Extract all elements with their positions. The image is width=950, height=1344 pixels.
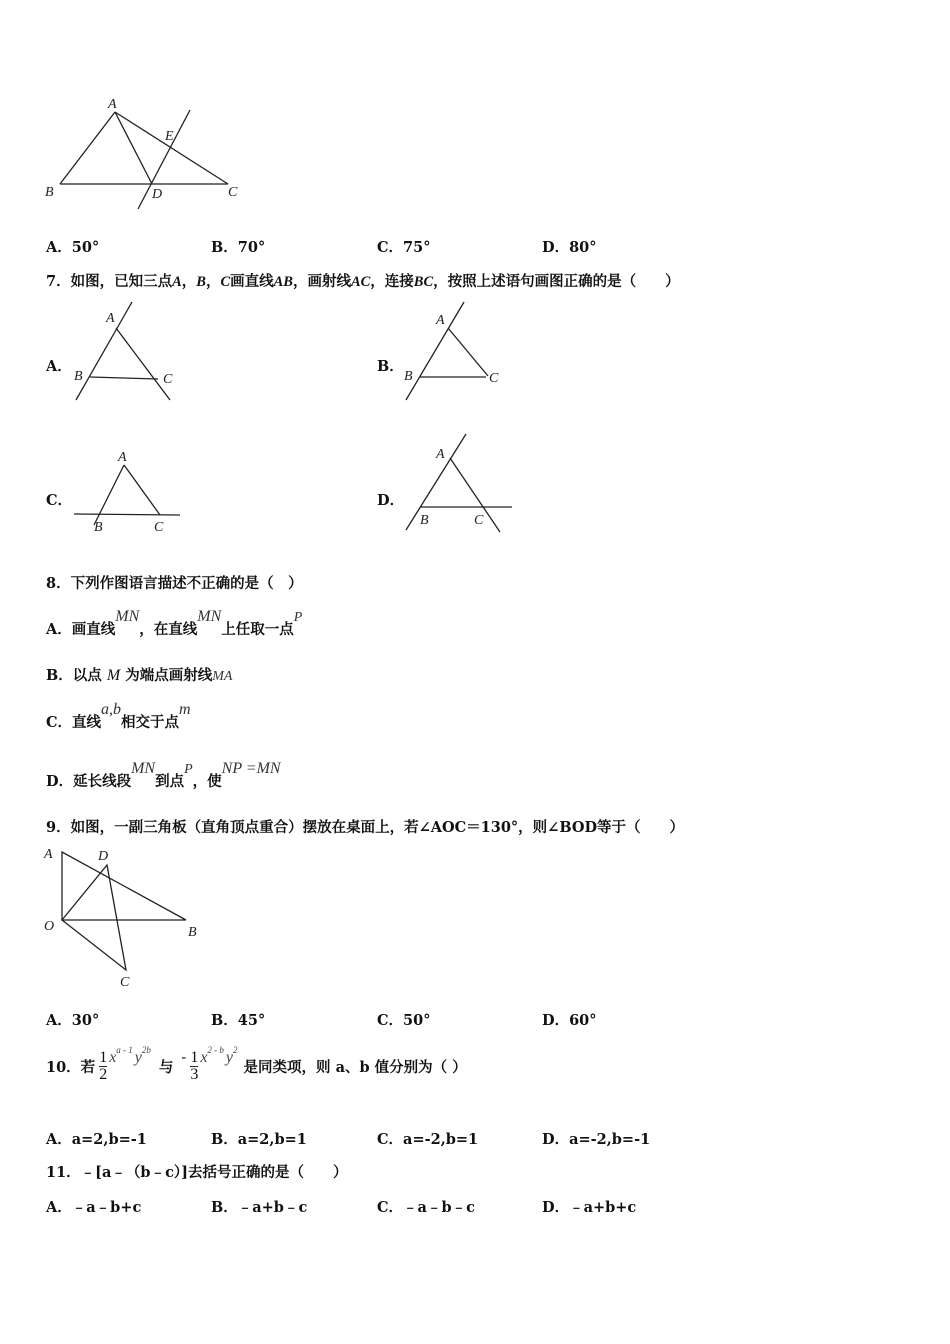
option-letter: A． [46,1199,72,1216]
option-text: ﹣a+b+c [569,1199,637,1216]
option-letter: C． [377,239,404,256]
option-text: a=-2,b=-1 [569,1131,651,1148]
option-letter: C． [46,714,73,731]
math-ab: a,b [101,701,122,718]
q7a-ray-ac [116,328,170,400]
fraction-numerator: 1 [99,1048,108,1066]
option-letter: D． [542,1199,570,1216]
q7a-line-ab [76,302,132,400]
q11-option-a[interactable] [46,1196,141,1217]
fraction-numerator: 1 [190,1048,199,1066]
q9-option-c[interactable] [377,1009,430,1030]
q9-label-a: A [44,847,53,862]
math-mn: MN [197,608,222,625]
q7b-label-c: C [489,371,499,386]
q7-figure-d [400,432,520,534]
q9-option-a[interactable] [46,1009,99,1030]
option-letter: C． [377,1199,404,1216]
q6-option-a[interactable] [46,236,99,257]
option-letter: B． [211,1012,238,1029]
option-letter: D． [46,773,74,790]
q7a-label-a: A [106,311,115,326]
option-text: 70° [237,239,266,256]
q7c-ray-ac [124,465,160,515]
segment-bc: BC [413,274,434,290]
math-mn: MN [115,608,140,625]
option-letter: D． [377,492,405,509]
q11-option-c[interactable] [377,1196,475,1217]
point-c: C [220,274,231,290]
option-text: a=2,b=1 [237,1131,307,1148]
q9-option-d[interactable] [542,1009,597,1030]
q11-option-b[interactable] [211,1196,307,1217]
q7-option-c[interactable] [46,489,72,510]
option-letter: D． [542,239,570,256]
q7d-label-b: B [420,513,429,528]
q6-figure [40,92,250,217]
exp-2-minus-b: 2 - b [207,1045,224,1055]
q6-option-b[interactable] [211,236,265,257]
option-letter: D． [542,1012,570,1029]
q7c-label-c: C [154,520,164,535]
q6-label-b: B [45,185,54,200]
option-letter: B． [377,358,404,375]
q9-label-c: C [120,975,130,990]
option-letter: A． [46,358,72,375]
option-text: ﹣a﹣b+c [71,1199,142,1216]
q7c-label-b: B [94,520,103,535]
q7c-segment-ab [94,465,124,525]
exp-a-minus-1: a - 1 [116,1045,133,1055]
option-text: 直线 [72,714,102,731]
q6-label-e: E [165,129,174,144]
q7-text: ， [205,273,221,290]
option-text: a=2,b=-1 [71,1131,147,1148]
exp-2: 2 [233,1045,238,1055]
q7-question [46,270,680,291]
q9-label-d: D [98,849,109,864]
q7-figure-c [70,445,185,535]
q6-label-a: A [108,97,117,112]
point-a: A [172,274,182,290]
math-p: P [293,610,303,625]
q7a-label-c: C [163,372,173,387]
option-letter: A． [46,621,72,638]
math-mn: MN [131,760,156,777]
option-letter: C． [377,1131,404,1148]
q10-option-d[interactable] [542,1128,650,1149]
option-text: 以点 [72,667,102,684]
fraction-one-third [190,1050,198,1083]
q9-triangle-doc [62,865,126,970]
option-text: ﹣a+b﹣c [237,1199,308,1216]
minus-sign: - [181,1050,187,1066]
option-text: 45° [237,1012,266,1029]
q7-text: ， [181,273,197,290]
q7a-segment-bc [90,377,158,379]
option-letter: B． [211,1199,238,1216]
option-text: a=-2,b=1 [403,1131,479,1148]
option-text: 相交于点 [121,714,180,731]
option-text: ﹣a﹣b﹣c [403,1199,475,1216]
option-letter: B． [211,239,238,256]
q6-label-c: C [228,185,238,200]
q7-text: 画直线 [230,273,274,290]
option-text: 上任取一点 [221,621,294,638]
q7-figure-a [68,300,183,405]
math-m: m [179,701,191,718]
option-letter: B． [46,667,73,684]
option-text: ，使 [192,773,222,790]
q8-option-a[interactable] [46,605,303,638]
option-text: 80° [569,239,597,256]
q6-line-ab [60,112,115,184]
q6-line-ac [115,112,228,184]
q10-text: 是同类项，则 a、b 值分别为（ ） [243,1058,467,1076]
q9-label-o: O [44,919,55,934]
math-np-mn: NP =MN [221,760,281,777]
option-letter: A． [46,1131,72,1148]
q7b-ray-ac [448,328,488,376]
q10-text: 10．若 [46,1058,96,1076]
q10-option-c[interactable] [377,1128,478,1149]
math-m: M [106,667,121,684]
option-text: 延长线段 [73,773,132,790]
q7b-line-ab [406,302,464,400]
q7b-label-b: B [404,369,413,384]
option-text: 30° [71,1012,100,1029]
q9-question: 9．如图，一副三角板（直角顶点重合）摆放在桌面上，若∠AOC＝130°，则∠BOD等于（ ） [46,819,685,836]
ray-ac: AC [350,274,371,290]
q10-option-b[interactable] [211,1128,307,1149]
option-text: 75° [403,239,431,256]
option-text: 到点 [155,773,185,790]
q7-figure-b [398,300,513,405]
option-text: ，在直线 [139,621,198,638]
math-p: P [184,762,193,777]
q10-question [46,1042,467,1090]
exp-2b: 2b [141,1045,151,1055]
fraction-denominator: 2 [99,1065,108,1083]
q8-option-c[interactable] [46,698,191,731]
q9-triangle-aob [62,852,186,920]
var-y: y [225,1049,234,1066]
option-letter: A． [46,239,72,256]
q7-text: ，画射线 [292,273,351,290]
q7c-label-a: A [118,450,127,465]
option-letter: D． [542,1131,570,1148]
var-y: y [134,1049,142,1066]
q8-question: 8．下列作图语言描述不正确的是（ ） [46,575,303,592]
q6-line-de [138,110,190,209]
option-text: 为端点画射线 [125,667,213,684]
option-letter: C． [46,492,73,509]
fraction-denominator: 3 [190,1065,199,1083]
option-text: 50° [403,1012,431,1029]
q7c-line-bc [74,514,180,515]
q11-question: 11．﹣[a﹣（b﹣c）]去括号正确的是（ ） [46,1164,348,1181]
option-letter: B． [211,1131,238,1148]
q7-text: 7．如图，已知三点 [46,273,173,290]
q9-figure [40,842,210,990]
q8-option-b[interactable] [46,664,232,685]
point-b: B [196,274,206,290]
option-letter: A． [46,1012,72,1029]
fraction-one-half [99,1050,107,1083]
q9-label-b: B [188,925,197,940]
q6-line-ad [115,112,152,184]
q6-option-c[interactable] [377,236,430,257]
option-text: 60° [569,1012,597,1029]
var-x: x [200,1049,208,1066]
q7d-label-c: C [474,513,484,528]
math-ma: MA [212,669,233,684]
q7a-label-b: B [74,369,83,384]
option-text: 50° [71,239,100,256]
q6-label-d: D [152,187,163,202]
q6-option-d[interactable] [542,236,597,257]
q7-text: ，连接 [370,273,414,290]
option-letter: C． [377,1012,404,1029]
option-text: 画直线 [71,621,116,638]
var-x: x [109,1049,117,1066]
q9-option-b[interactable] [211,1009,265,1030]
q11-option-d[interactable] [542,1196,636,1217]
q7b-label-a: A [436,313,445,328]
q7d-label-a: A [436,447,445,462]
q10-text: 与 [158,1058,174,1076]
q7-text: ，按照上述语句画图正确的是（ ） [433,273,680,290]
line-ab: AB [273,274,293,290]
q8-option-d[interactable] [46,757,281,790]
q10-option-a[interactable] [46,1128,147,1149]
